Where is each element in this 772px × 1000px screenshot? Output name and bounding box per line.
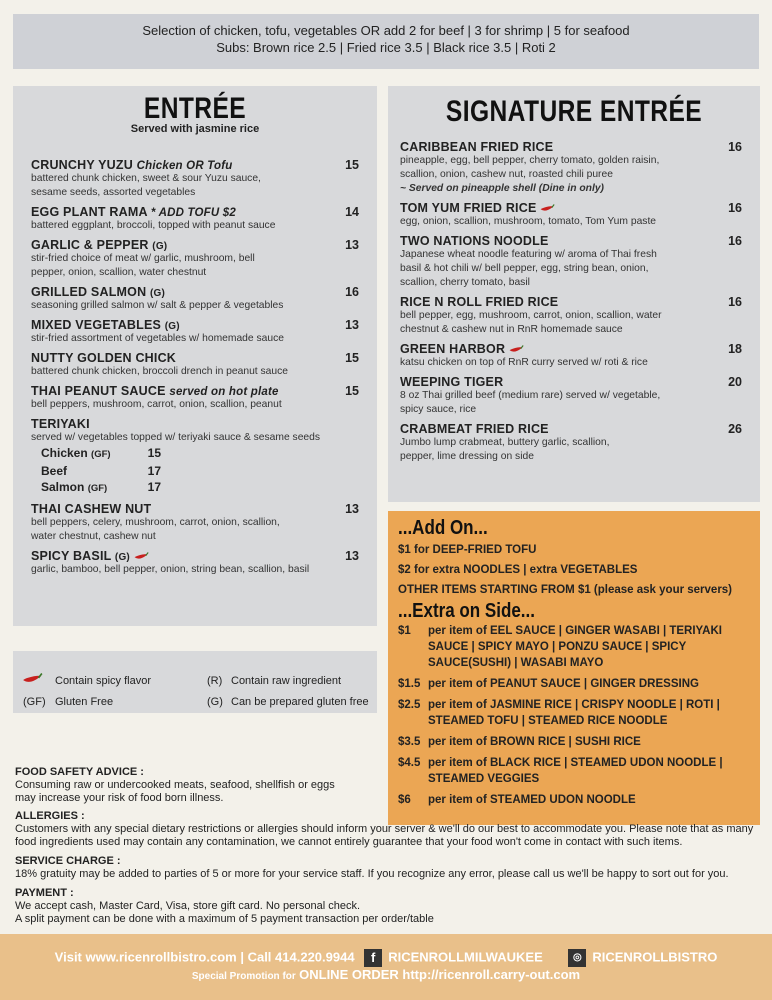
menu-item xyxy=(400,201,742,229)
option-price: 17 xyxy=(147,480,161,494)
legend-gf-tag: (GF) xyxy=(23,696,46,708)
menu-item xyxy=(31,285,359,313)
legend-g-tag: (G) xyxy=(207,696,223,708)
menu-item xyxy=(400,375,742,417)
extra-amount: $2.5 xyxy=(398,699,421,711)
food-safety-title: FOOD SAFETY ADVICE : xyxy=(15,766,144,778)
menu-item xyxy=(31,158,359,200)
allergies-title: ALLERGIES : xyxy=(15,810,85,822)
item-desc: Jumbo lump crabmeat, buttery garlic, scallion, pepper, lime dressing on side xyxy=(400,437,610,462)
item-price: 14 xyxy=(345,205,359,219)
menu-item xyxy=(400,342,742,370)
item-price: 15 xyxy=(345,158,359,172)
extra-row xyxy=(398,623,750,671)
facebook-handle[interactable]: RICENROLLMILWAUKEE xyxy=(388,949,543,965)
item-desc: pineapple, egg, bell pepper, cherry tomato, golden raisin, scallion, onion, cashew nut, roasted chili puree xyxy=(400,155,660,180)
extra-row xyxy=(398,734,750,750)
item-extra: ~ Served on pineapple shell (Dine in only) xyxy=(400,183,604,194)
extra-amount: $1.5 xyxy=(398,678,421,690)
item-name: THAI CASHEW NUT xyxy=(31,502,152,516)
extra-text: per item of EEL SAUCE | GINGER WASABI | TERIYAKI SAUCE | SPICY MAYO | PONZU SAUCE | SPICY SAUCE(SUSHI) | WASABI MAYO xyxy=(428,625,722,669)
option-price: 15 xyxy=(147,446,161,460)
addon-title: ...Add On... xyxy=(398,517,488,539)
footer-line-2 xyxy=(0,967,772,982)
addon-panel xyxy=(388,511,760,825)
extra-title: ...Extra on Side... xyxy=(398,600,535,622)
signature-list xyxy=(400,140,742,469)
item-name: CRUNCHY YUZU xyxy=(31,158,133,172)
top-banner xyxy=(13,14,759,69)
extra-row xyxy=(398,676,750,692)
item-price: 15 xyxy=(345,384,359,398)
extra-row xyxy=(398,755,750,787)
teriyaki-options xyxy=(41,445,161,497)
menu-item xyxy=(400,295,742,337)
menu-item xyxy=(31,502,359,544)
item-price: 26 xyxy=(728,422,742,436)
allergies-section xyxy=(15,810,760,849)
banner-line-2: Subs: Brown rice 2.5 | Fried rice 3.5 | Black rice 3.5 | Roti 2 xyxy=(216,40,556,55)
option-label: Beef xyxy=(41,464,68,478)
menu-item xyxy=(31,205,359,233)
item-desc: served w/ vegetables topped w/ teriyaki sauce & sesame seeds xyxy=(31,432,321,443)
item-desc: 8 oz Thai grilled beef (medium rare) served w/ vegetable, spicy sauce, rice xyxy=(400,390,661,415)
item-name: RICE N ROLL FRIED RICE xyxy=(400,295,559,309)
item-desc: seasoning grilled salmon w/ salt & pepper & vegetables xyxy=(31,300,284,311)
food-safety-text: Consuming raw or undercooked meats, seafood, shellfish or eggs may increase your risk of food born illness. xyxy=(15,779,335,804)
item-price: 13 xyxy=(345,318,359,332)
legend-gf: Gluten Free xyxy=(55,696,114,708)
item-name: WEEPING TIGER xyxy=(400,375,504,389)
item-name: TERIYAKI xyxy=(31,417,90,431)
item-price: 16 xyxy=(728,201,742,215)
legend-spicy: Contain spicy flavor xyxy=(55,675,151,687)
addon-line: OTHER ITEMS STARTING FROM $1 (please ask your servers) xyxy=(398,584,733,596)
footer-promo-prefix: Special Promotion for xyxy=(191,971,296,982)
item-tag: (G) xyxy=(149,288,166,299)
item-price: 13 xyxy=(345,238,359,252)
entree-title: ENTRÉE xyxy=(143,92,247,125)
facebook-icon[interactable]: f xyxy=(364,949,382,967)
item-price: 16 xyxy=(728,295,742,309)
addon-line: $2 for extra NOODLES | extra VEGETABLES xyxy=(398,564,638,576)
chili-pepper-icon xyxy=(508,345,524,354)
footer-promo-link[interactable]: ONLINE ORDER http://ricenroll.carry-out.com xyxy=(299,967,581,982)
allergies-text: Customers with any special dietary restrictions or allergies should inform your server & we'll do our best to accommodate you. Please note that as many food ingredients used may contain any contamination, we cannot entirely guarantee that your food won't come in contact with such items. xyxy=(15,823,754,848)
extra-text: per item of STEAMED UDON NOODLE xyxy=(428,794,636,806)
option-label: Salmon xyxy=(41,480,85,494)
item-desc: egg, onion, scallion, mushroom, tomato, Tom Yum paste xyxy=(400,216,657,227)
extra-amount: $1 xyxy=(398,625,411,637)
item-price: 16 xyxy=(345,285,359,299)
legend-g: Can be prepared gluten free xyxy=(231,696,369,708)
extra-amount: $6 xyxy=(398,794,411,806)
signature-title: SIGNATURE ENTRÉE xyxy=(445,95,703,128)
item-desc: battered chunk chicken, sweet & sour Yuzu sauce, sesame seeds, assorted vegetables xyxy=(31,173,261,198)
item-name: TOM YUM FRIED RICE xyxy=(400,201,537,215)
legend-raw-tag: (R) xyxy=(207,675,223,687)
food-safety-section xyxy=(15,766,355,805)
item-name: GARLIC & PEPPER xyxy=(31,238,149,252)
item-name: THAI PEANUT SAUCE xyxy=(31,384,166,398)
item-price: 15 xyxy=(345,351,359,365)
menu-item xyxy=(31,384,359,412)
menu-item xyxy=(31,318,359,346)
teriyaki-option xyxy=(41,463,161,479)
payment-text-1: We accept cash, Master Card, Visa, store gift card. No personal check. xyxy=(15,900,361,912)
teriyaki-option xyxy=(41,479,161,497)
item-note: Chicken OR Tofu xyxy=(136,160,233,172)
footer-contact[interactable]: Visit www.ricenrollbistro.com | Call 414.220.9944 xyxy=(54,949,355,965)
extra-text: per item of BROWN RICE | SUSHI RICE xyxy=(428,736,641,748)
service-text: 18% gratuity may be added to parties of 5 or more for your service staff. If you recognize any error, please call us we'll be happy to sort out for you. xyxy=(15,868,729,880)
item-note: * ADD TOFU $2 xyxy=(150,207,236,219)
item-name: TWO NATIONS NOODLE xyxy=(400,234,549,248)
menu-item xyxy=(31,417,359,497)
item-note: served on hot plate xyxy=(169,386,279,398)
item-name: GREEN HARBOR xyxy=(400,342,506,356)
item-name: MIXED VEGETABLES xyxy=(31,318,162,332)
chili-pepper-icon xyxy=(133,552,149,561)
signature-panel xyxy=(388,86,760,502)
item-name: NUTTY GOLDEN CHICK xyxy=(31,351,177,365)
payment-text-2: A split payment can be done with a maximum of 5 payment transaction per order/table xyxy=(15,913,434,925)
entree-subtitle: Served with jasmine rice xyxy=(130,123,260,135)
item-name: CARIBBEAN FRIED RICE xyxy=(400,140,554,154)
footer-line-1 xyxy=(0,949,772,967)
service-section xyxy=(15,855,760,881)
item-price: 16 xyxy=(728,140,742,154)
item-tag: (G) xyxy=(152,241,168,252)
item-price: 13 xyxy=(345,549,359,563)
menu-item xyxy=(400,422,742,464)
item-name: CRABMEAT FRIED RICE xyxy=(400,422,549,436)
item-desc: garlic, bamboo, bell pepper, onion, string bean, scallion, basil xyxy=(31,564,310,575)
item-name: EGG PLANT RAMA xyxy=(31,205,148,219)
instagram-handle[interactable]: RICENROLLBISTRO xyxy=(592,949,718,965)
instagram-icon[interactable]: ◎ xyxy=(568,949,586,967)
extra-text: per item of JASMINE RICE | CRISPY NOODLE | ROTI | STEAMED TOFU | STEAMED RICE NOODLE xyxy=(428,699,720,727)
item-desc: stir-fried choice of meat w/ garlic, mushroom, bell pepper, onion, scallion, water chestnut xyxy=(31,253,255,278)
item-price: 13 xyxy=(345,502,359,516)
item-name: GRILLED SALMON xyxy=(31,285,147,299)
payment-title: PAYMENT : xyxy=(15,887,74,899)
payment-section xyxy=(15,887,760,926)
option-label: Chicken xyxy=(41,446,88,460)
service-title: SERVICE CHARGE : xyxy=(15,855,121,867)
item-price: 20 xyxy=(728,375,742,389)
item-desc: bell pepper, egg, mushroom, carrot, onion, scallion, water chestnut & cashew nut in RnR homemade sauce xyxy=(400,310,662,335)
extra-amount: $4.5 xyxy=(398,757,421,769)
item-desc: stir-fried assortment of vegetables w/ homemade sauce xyxy=(31,333,284,344)
option-tag: (GF) xyxy=(87,483,108,494)
banner-line-1: Selection of chicken, tofu, vegetables OR add 2 for beef | 3 for shrimp | 5 for seafood xyxy=(142,23,630,38)
item-name: SPICY BASIL xyxy=(31,549,112,563)
item-desc: battered chunk chicken, broccoli drench in peanut sauce xyxy=(31,366,289,377)
menu-item xyxy=(31,238,359,280)
entree-list xyxy=(31,158,359,582)
item-desc: katsu chicken on top of RnR curry served w/ roti & rice xyxy=(400,357,648,368)
teriyaki-option xyxy=(41,445,161,463)
item-desc: bell peppers, celery, mushroom, carrot, onion, scallion, water chestnut, cashew nut xyxy=(31,517,280,542)
option-tag: (GF) xyxy=(91,449,111,460)
extra-row xyxy=(398,792,750,808)
item-desc: Japanese wheat noodle featuring w/ aroma of Thai fresh basil & hot chili w/ bell pepper, egg, string bean, onion, scallion, cherry tomato, basil xyxy=(400,249,657,288)
item-price: 16 xyxy=(728,234,742,248)
extra-text: per item of PEANUT SAUCE | GINGER DRESSING xyxy=(428,678,699,690)
item-desc: bell peppers, mushroom, carrot, onion, scallion, peanut xyxy=(31,399,282,410)
menu-item xyxy=(31,351,359,379)
menu-item xyxy=(400,140,742,196)
option-price: 17 xyxy=(147,464,161,478)
footer xyxy=(0,934,772,1000)
entree-panel xyxy=(13,86,377,626)
item-tag: (G) xyxy=(164,321,180,332)
menu-item xyxy=(400,234,742,290)
item-tag: (G) xyxy=(114,552,130,563)
legend-panel xyxy=(13,651,377,713)
chili-pepper-icon xyxy=(21,673,43,685)
item-desc: battered eggplant, broccoli, topped with peanut sauce xyxy=(31,220,276,231)
addon-line: $1 for DEEP-FRIED TOFU xyxy=(398,544,537,556)
extra-amount: $3.5 xyxy=(398,736,421,748)
extra-row xyxy=(398,697,750,729)
legend-raw: Contain raw ingredient xyxy=(231,675,342,687)
menu-item xyxy=(31,549,359,577)
item-price: 18 xyxy=(728,342,742,356)
chili-pepper-icon xyxy=(539,204,555,213)
extra-text: per item of BLACK RICE | STEAMED UDON NOODLE | STEAMED VEGGIES xyxy=(428,757,723,785)
